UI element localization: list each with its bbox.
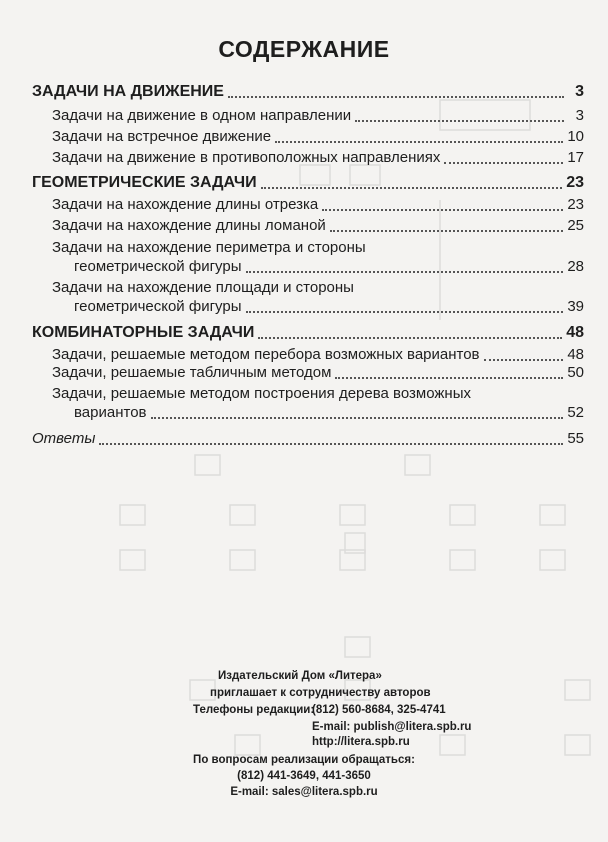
toc-leader-dots [355,120,564,122]
toc-item-enumeration[interactable] [52,346,584,364]
toc-page-number: 52 [567,404,584,421]
editorial-email[interactable]: E-mail: publish@litera.spb.ru [312,721,472,733]
editorial-phones: (812) 560-8684, 325-4741 [312,704,446,716]
toc-leader-dots [99,443,563,445]
toc-page-number: 10 [567,128,584,145]
toc-page-number: 48 [566,324,584,341]
toc-leader-dots [228,96,564,98]
toc-label: Ответы [32,430,96,447]
toc-page-number: 39 [567,298,584,315]
toc-item-perimeter[interactable] [74,258,584,276]
toc-page-number: 50 [567,364,584,381]
toc-label: Задачи, решаемые табличным методом [52,364,332,381]
toc-page-number: 23 [566,174,584,191]
toc-item-answers[interactable] [32,430,584,448]
toc-label: вариантов [74,404,147,421]
toc-page-number: 55 [567,430,584,447]
toc-label: КОМБИНАТОРНЫЕ ЗАДАЧИ [32,324,255,341]
toc-item-polyline-length[interactable] [52,217,584,235]
toc-item-opposite[interactable] [52,149,584,167]
toc-leader-dots [151,417,564,419]
sales-email[interactable]: E-mail: sales@litera.spb.ru [230,786,378,798]
toc-item-table-method[interactable] [52,364,584,382]
toc-item-area[interactable] [74,298,584,316]
publisher-name: Издательский Дом «Литера» [218,670,382,682]
toc-leader-dots [261,187,563,189]
toc-page-number: 3 [575,107,584,124]
toc-label: ГЕОМЕТРИЧЕСКИЕ ЗАДАЧИ [32,174,257,191]
toc-leader-dots [246,271,564,273]
publisher-website[interactable]: http://litera.spb.ru [312,736,410,748]
toc-leader-dots [335,377,563,379]
page-title: СОДЕРЖАНИЕ [218,36,390,62]
toc-page-number: 48 [567,346,584,363]
toc-label: Задачи на нахождение длины ломаной [52,217,326,234]
toc-leader-dots [258,337,562,339]
sales-question: По вопросам реализации обращаться: [193,754,415,766]
toc-label: Задачи на движение в одном направлении [52,107,352,124]
toc-item-area-line1[interactable]: Задачи на нахождение площади и стороны [52,279,354,296]
sales-phones: (812) 441-3649, 441-3650 [237,770,371,782]
toc-label: геометрической фигуры [74,298,242,315]
toc-item-oncoming[interactable] [52,128,584,146]
toc-section-geometry[interactable] [32,174,584,192]
toc-label: Задачи на движение в противоположных направлениях [52,149,441,166]
toc-section-motion[interactable] [32,83,584,101]
toc-page-number: 25 [567,217,584,234]
toc-section-combinatorics[interactable] [32,324,584,342]
phones-label: Телефоны редакции: [193,704,315,716]
toc-item-tree-line1[interactable]: Задачи, решаемые методом построения дерева возможных [52,385,471,402]
toc-label: Задачи на встречное движение [52,128,272,145]
toc-label: Задачи на нахождение длины отрезка [52,196,319,213]
toc-item-perimeter-line1[interactable]: Задачи на нахождение периметра и стороны [52,239,366,256]
toc-leader-dots [322,209,563,211]
toc-item-segment-length[interactable] [52,196,584,214]
toc-item-one-direction[interactable] [52,107,584,125]
toc-leader-dots [275,141,563,143]
toc-label: геометрической фигуры [74,258,242,275]
toc-leader-dots [246,311,564,313]
toc-page-number: 3 [575,83,584,100]
publisher-invite: приглашает к сотрудничеству авторов [210,687,431,699]
toc-label: ЗАДАЧИ НА ДВИЖЕНИЕ [32,83,224,100]
toc-leader-dots [330,230,564,232]
toc-page-number: 28 [567,258,584,275]
toc-page-number: 23 [567,196,584,213]
toc-item-tree[interactable] [74,404,584,422]
toc-page-number: 17 [567,149,584,166]
toc-leader-dots [484,359,564,361]
toc-leader-dots [444,162,563,164]
toc-label: Задачи, решаемые методом перебора возможных вариантов [52,346,480,363]
